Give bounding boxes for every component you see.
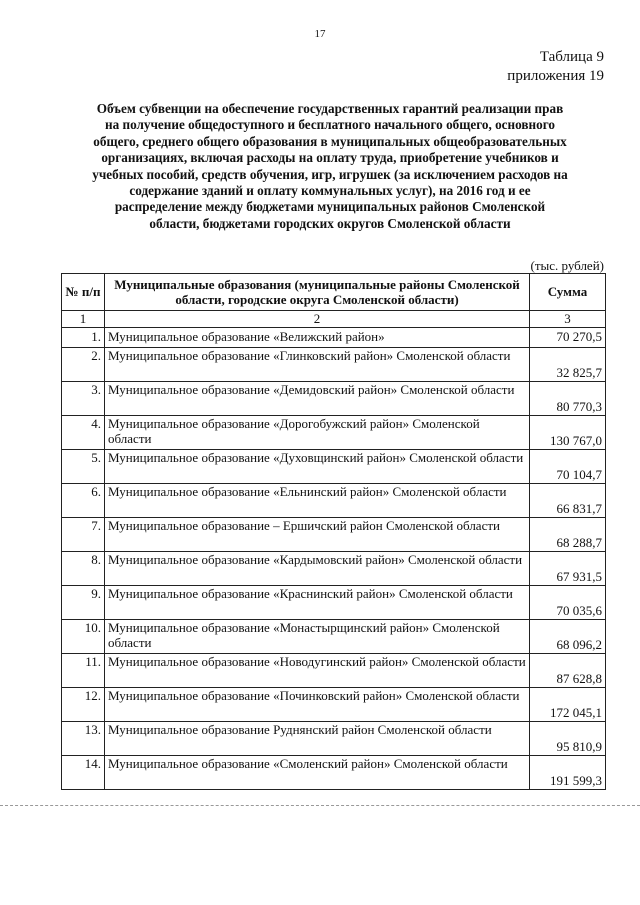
row-sum: 70 035,6 [530, 585, 606, 619]
row-name: Муниципальное образование «Кардымовский район» Смоленской области [105, 551, 530, 585]
table-caption [507, 48, 604, 86]
table-row [62, 415, 606, 449]
row-name: Муниципальное образование «Демидовский район» Смоленской области [105, 381, 530, 415]
row-name: Муниципальное образование «Починковский район» Смоленской области [105, 687, 530, 721]
header-num: № п/п [62, 274, 105, 311]
table-row [62, 585, 606, 619]
row-name: Муниципальное образование «Духовщинский район» Смоленской области [105, 449, 530, 483]
page-number: 17 [314, 28, 326, 40]
table-row [62, 517, 606, 551]
row-num: 2. [62, 347, 105, 381]
column-index: 2 [105, 311, 530, 328]
table-row [62, 347, 606, 381]
row-num: 10. [62, 619, 105, 653]
row-num: 9. [62, 585, 105, 619]
row-sum: 172 045,1 [530, 687, 606, 721]
row-sum: 67 931,5 [530, 551, 606, 585]
row-name: Муниципальное образование «Монастырщинский район» Смоленской области [105, 619, 530, 653]
row-sum: 95 810,9 [530, 721, 606, 755]
row-num: 1. [62, 327, 105, 347]
row-name: Муниципальное образование «Ельнинский район» Смоленской области [105, 483, 530, 517]
row-name: Муниципальное образование «Смоленский район» Смоленской области [105, 755, 530, 789]
row-sum: 80 770,3 [530, 381, 606, 415]
row-sum: 191 599,3 [530, 755, 606, 789]
row-sum: 32 825,7 [530, 347, 606, 381]
title-line: Объем субвенции на обеспечение государственных гарантий реализации прав [96, 101, 564, 116]
row-num: 11. [62, 653, 105, 687]
row-name: Муниципальное образование «Новодугинский район» Смоленской области [105, 653, 530, 687]
row-num: 7. [62, 517, 105, 551]
row-num: 4. [62, 415, 105, 449]
table-row [62, 551, 606, 585]
row-num: 8. [62, 551, 105, 585]
table-row [62, 449, 606, 483]
table-row [62, 483, 606, 517]
title-line: содержание зданий и оплату коммунальных услуг), на 2016 год и ее [129, 183, 531, 199]
row-name: Муниципальное образование «Велижский район» [105, 327, 530, 347]
row-num: 14. [62, 755, 105, 789]
row-sum: 70 270,5 [530, 327, 606, 347]
table-header-row [62, 274, 606, 311]
caption-table-number: Таблица 9 [539, 49, 604, 65]
row-num: 13. [62, 721, 105, 755]
row-num: 12. [62, 687, 105, 721]
subvention-table [61, 273, 606, 790]
row-name: Муниципальное образование «Краснинский район» Смоленской области [105, 585, 530, 619]
row-sum: 68 288,7 [530, 517, 606, 551]
row-sum: 66 831,7 [530, 483, 606, 517]
row-sum: 87 628,8 [530, 653, 606, 687]
document-title [70, 101, 590, 232]
header-sum: Сумма [530, 274, 606, 311]
row-sum: 68 096,2 [530, 619, 606, 653]
table-row [62, 327, 606, 347]
row-name: Муниципальное образование «Глинковский район» Смоленской области [105, 347, 530, 381]
column-index-row [62, 311, 606, 328]
dashed-separator [0, 805, 640, 806]
title-line: организациях, включая расходы на оплату труда, приобретение учебников и [101, 150, 559, 166]
row-name: Муниципальное образование «Дорогобужский район» Смоленской области [105, 415, 530, 449]
row-name: Муниципальное образование – Ершичский район Смоленской области [105, 517, 530, 551]
row-name: Муниципальное образование Руднянский район Смоленской области [105, 721, 530, 755]
table-row [62, 755, 606, 789]
units-label: (тыс. рублей) [530, 258, 604, 273]
column-index: 1 [62, 311, 105, 328]
table-row [62, 381, 606, 415]
table-row [62, 687, 606, 721]
row-num: 6. [62, 483, 105, 517]
table-row [62, 653, 606, 687]
title-line: области, бюджетами городских округов Смоленской области [149, 215, 511, 231]
header-name: Муниципальные образования (муниципальные районы Смоленской области, городские округа Смоленской области) [105, 274, 530, 311]
column-index: 3 [530, 311, 606, 328]
row-sum: 70 104,7 [530, 449, 606, 483]
row-num: 5. [62, 449, 105, 483]
title-line: распределение между бюджетами муниципальных районов Смоленской [114, 199, 546, 215]
row-num: 3. [62, 381, 105, 415]
table-row [62, 619, 606, 653]
table-row [62, 721, 606, 755]
caption-appendix: приложения 19 [507, 68, 604, 84]
row-sum: 130 767,0 [530, 415, 606, 449]
title-line: учебных пособий, средств обучения, игр, игрушек (за исключением расходов на [92, 166, 568, 182]
title-line: на получение общедоступного и бесплатного начального общего, основного [105, 117, 555, 133]
title-line: общего, среднего общего образования в муниципальных общеобразовательных [93, 133, 567, 149]
